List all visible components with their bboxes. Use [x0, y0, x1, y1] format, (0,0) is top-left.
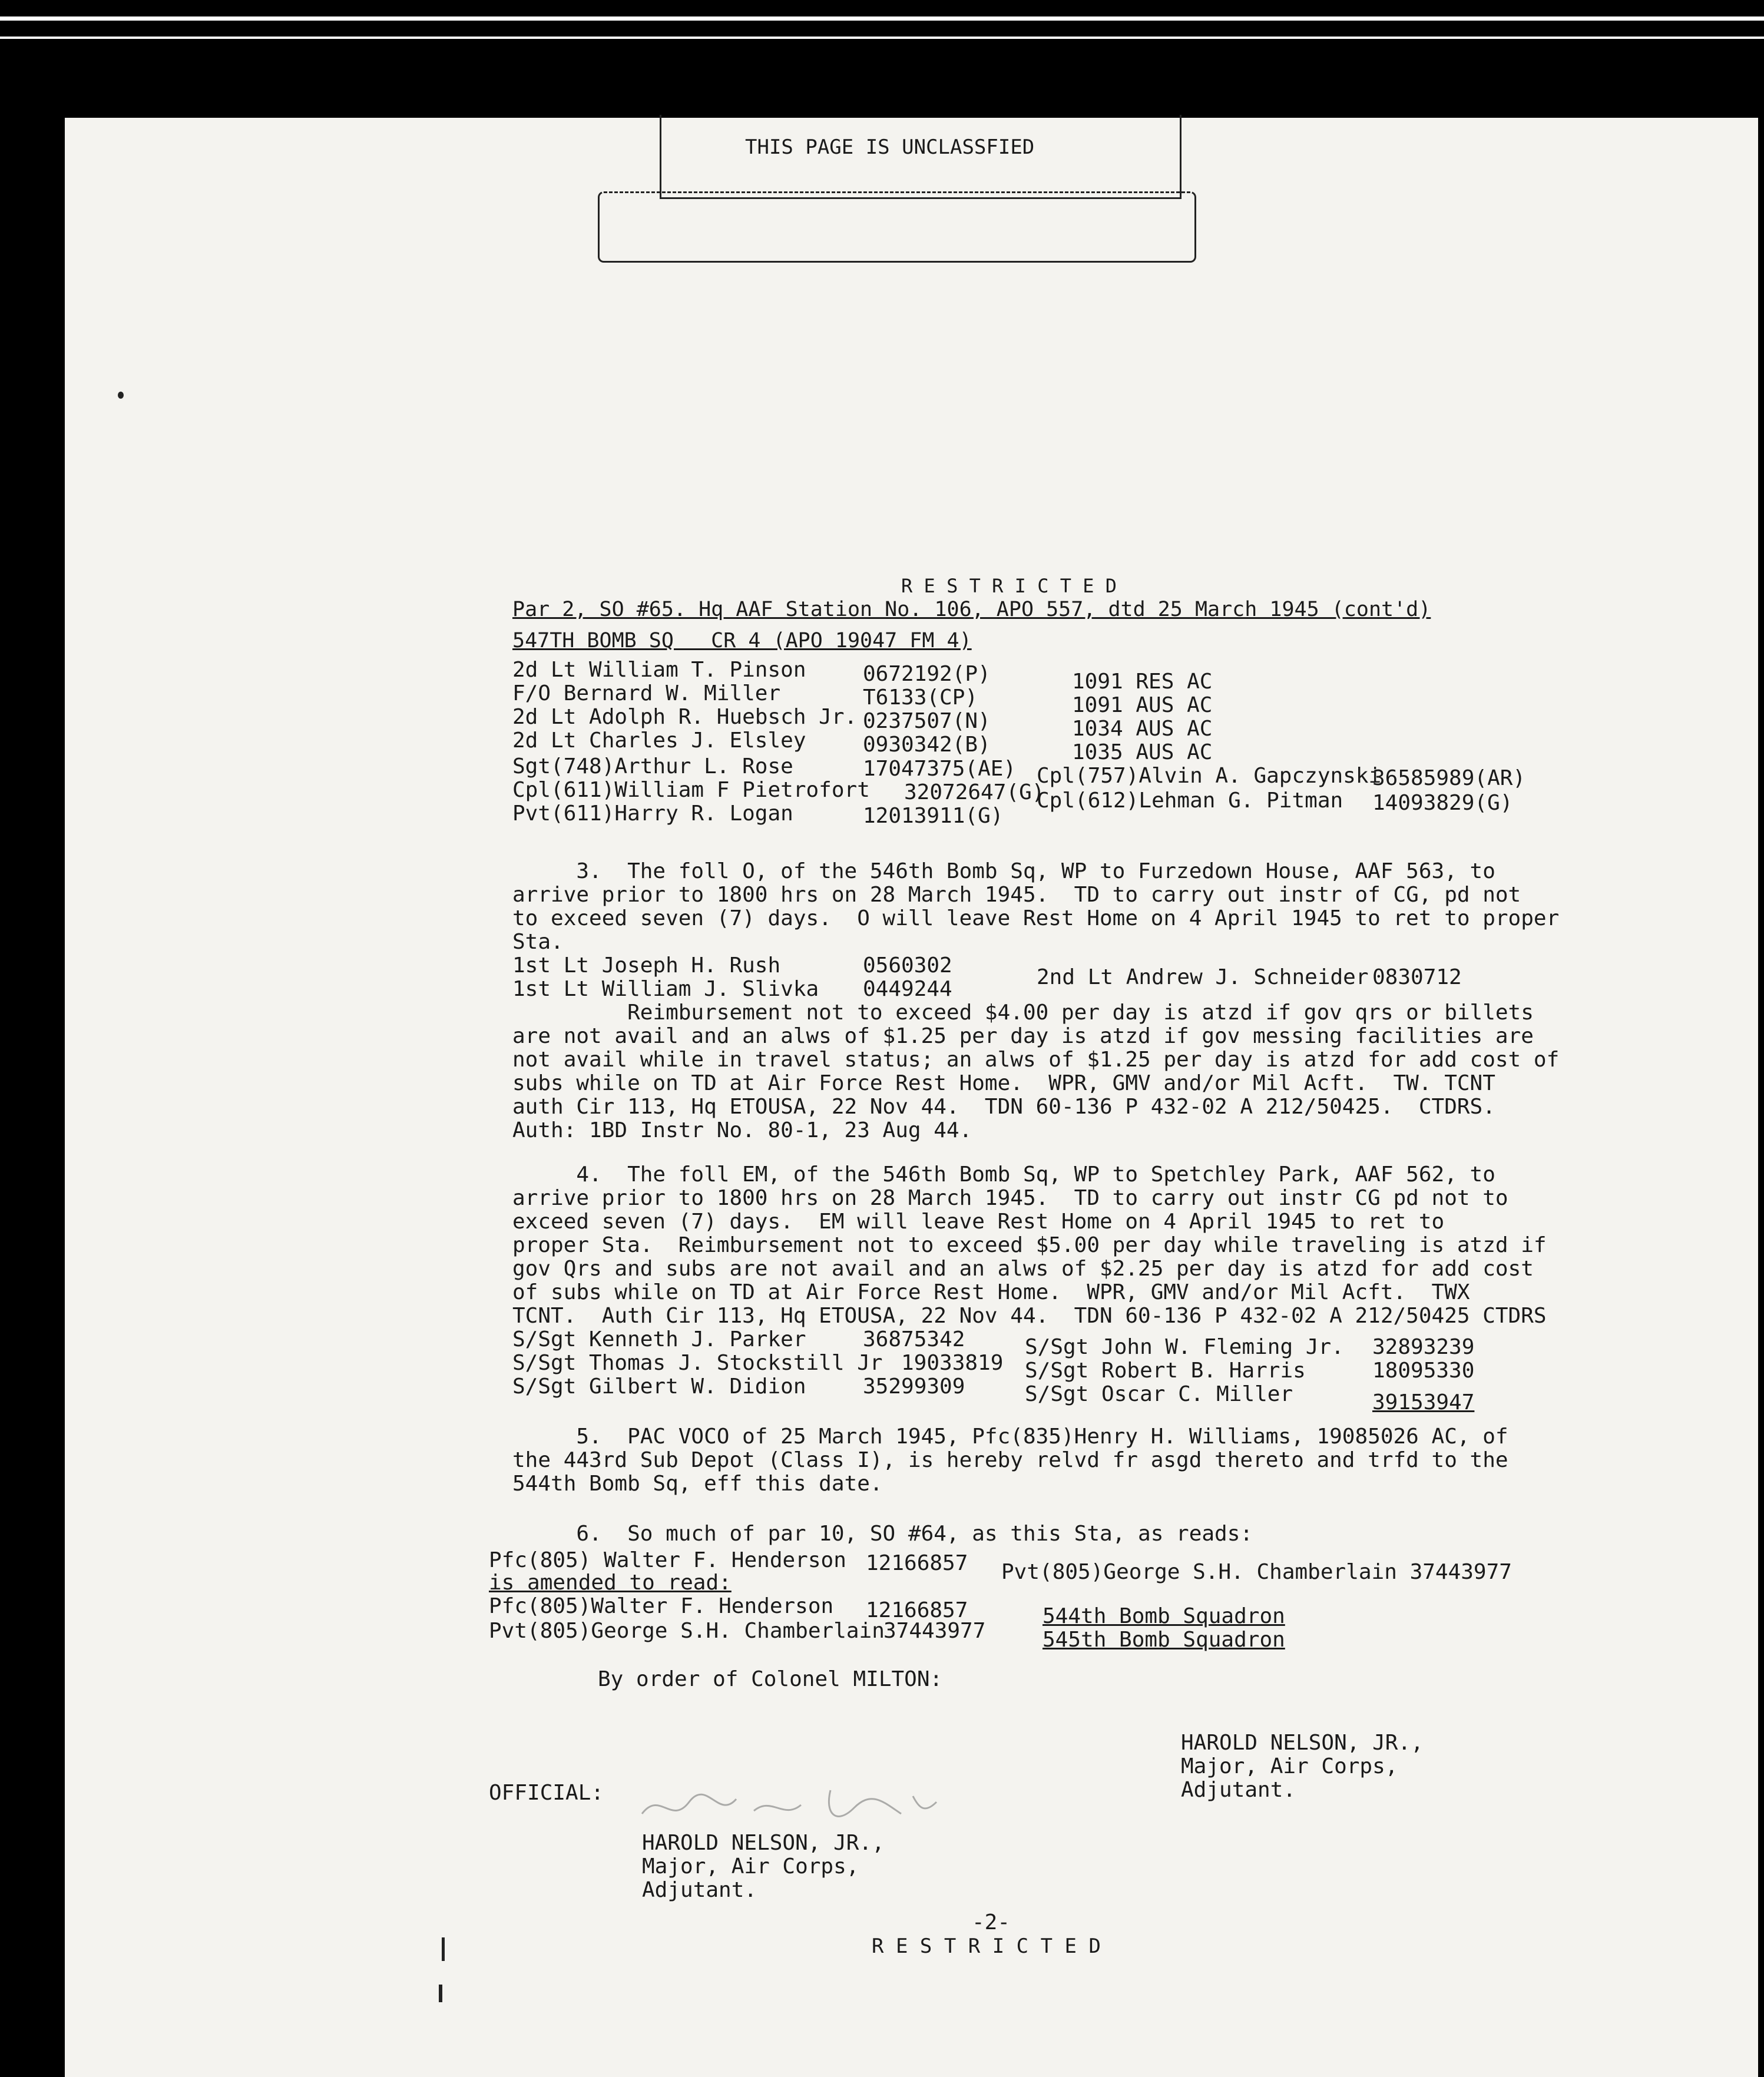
- person-name: 1st Lt William J. Slivka: [512, 977, 819, 1001]
- signer-rank: Major, Air Corps,: [642, 1854, 859, 1879]
- officer-code: 1091 RES AC: [1072, 670, 1213, 694]
- person-name: S/Sgt Kenneth J. Parker: [512, 1327, 806, 1351]
- officer-name: 2d Lt Adolph R. Huebsch Jr.: [512, 705, 858, 729]
- paragraph-line: not avail while in travel status; an alws of $1.25 per day is atzd for add cost of: [512, 1048, 1560, 1072]
- paragraph-line: Auth: 1BD Instr No. 80-1, 23 Aug 44.: [512, 1118, 972, 1142]
- restricted-bottom: R E S T R I C T E D: [872, 1934, 1101, 1958]
- paragraph-line: are not avail and an alws of $1.25 per day is atzd if gov messing facilities are: [512, 1024, 1534, 1048]
- unclassified-stamp-lower-box: [598, 191, 1196, 263]
- person-serial: 37443977: [883, 1619, 986, 1643]
- enlisted-name: Cpl(757)Alvin A. Gapczynski: [1037, 764, 1382, 788]
- person-name: S/Sgt Thomas J. Stockstill Jr: [512, 1351, 883, 1375]
- officer-name: F/O Bernard W. Miller: [512, 681, 781, 705]
- person-serial: 32893239: [1372, 1335, 1475, 1359]
- person-serial: 35299309: [863, 1374, 965, 1399]
- enlisted-serial: 17047375(AE): [863, 757, 1017, 781]
- person-serial: 0830712: [1372, 965, 1462, 989]
- officer-name: 2d Lt Charles J. Elsley: [512, 728, 806, 753]
- person-serial: 39153947: [1372, 1390, 1475, 1415]
- person-name: S/Sgt Oscar C. Miller: [1025, 1382, 1293, 1406]
- enlisted-name: Cpl(612)Lehman G. Pitman: [1037, 789, 1343, 813]
- paragraph-line: 4. The foll EM, of the 546th Bomb Sq, WP to Spetchley Park, AAF 562, to: [512, 1162, 1495, 1187]
- signer-title: Adjutant.: [1181, 1778, 1296, 1802]
- official-label: OFFICIAL:: [489, 1781, 604, 1805]
- enlisted-name: Sgt(748)Arthur L. Rose: [512, 754, 793, 779]
- person-serial: 12166857: [866, 1598, 968, 1622]
- person-name: Pvt(805)George S.H. Chamberlain: [489, 1619, 885, 1643]
- person-name: 2nd Lt Andrew J. Schneider: [1037, 965, 1369, 989]
- person-serial: 18095330: [1372, 1359, 1475, 1383]
- paragraph-line: arrive prior to 1800 hrs on 28 March 1945. TD to carry out instr of CG, pd not: [512, 883, 1521, 907]
- person-serial: 0449244: [863, 977, 952, 1001]
- by-order-line: By order of Colonel MILTON:: [598, 1667, 943, 1691]
- officer-name: 2d Lt William T. Pinson: [512, 658, 806, 682]
- officer-code: 1035 AUS AC: [1072, 740, 1213, 764]
- officer-serial: T6133(CP): [863, 685, 978, 710]
- paragraph-line: arrive prior to 1800 hrs on 28 March 1945. TD to carry out instr CG pd not to: [512, 1186, 1508, 1210]
- person-name: Pfc(805) Walter F. Henderson: [489, 1548, 846, 1572]
- officer-code: 1091 AUS AC: [1072, 693, 1213, 717]
- squadron-assignment: 544th Bomb Squadron: [1042, 1604, 1285, 1628]
- paragraph-line: Sta.: [512, 930, 564, 954]
- paragraph-line: 544th Bomb Sq, eff this date.: [512, 1472, 883, 1496]
- paragraph-line: auth Cir 113, Hq ETOUSA, 22 Nov 44. TDN 60-136 P 432-02 A 212/50425. CTDRS.: [512, 1095, 1495, 1119]
- enlisted-serial: 14093829(G): [1372, 791, 1513, 815]
- paragraph-line: gov Qrs and subs are not avail and an alws of $2.25 per day is atzd for add cost: [512, 1257, 1534, 1281]
- enlisted-name: Cpl(611)William F Pietrofort: [512, 778, 870, 802]
- paragraph-line: 3. The foll O, of the 546th Bomb Sq, WP to Furzedown House, AAF 563, to: [512, 859, 1495, 883]
- enlisted-serial: 36585989(AR): [1372, 766, 1526, 790]
- scan-speck: [442, 1937, 445, 1961]
- paragraph-line: the 443rd Sub Depot (Class I), is hereby relvd fr asgd thereto and trfd to the: [512, 1448, 1508, 1472]
- unit-heading: 547TH BOMB SQ CR 4 (APO 19047 FM 4): [512, 629, 972, 652]
- person-serial: 19033819: [901, 1351, 1004, 1375]
- squadron-assignment: 545th Bomb Squadron: [1042, 1628, 1285, 1652]
- person-name: S/Sgt Gilbert W. Didion: [512, 1374, 806, 1399]
- person-serial: 36875342: [863, 1327, 965, 1351]
- paragraph-line: TCNT. Auth Cir 113, Hq ETOUSA, 22 Nov 44. TDN 60-136 P 432-02 A 212/50425 CTDRS: [512, 1304, 1547, 1328]
- person-serial: 0560302: [863, 953, 952, 978]
- paragraph-line: subs while on TD at Air Force Rest Home. WPR, GMV and/or Mil Acft. TW. TCNT: [512, 1071, 1495, 1095]
- page-number: -2-: [972, 1910, 1011, 1934]
- enlisted-serial: 32072647(G): [904, 780, 1045, 804]
- signer-title: Adjutant.: [642, 1878, 757, 1902]
- signer-rank: Major, Air Corps,: [1181, 1754, 1398, 1778]
- paragraph-line: to exceed seven (7) days. O will leave Rest Home on 4 April 1945 to ret to proper: [512, 906, 1560, 930]
- enlisted-name: Pvt(611)Harry R. Logan: [512, 801, 793, 826]
- person-name: 1st Lt Joseph H. Rush: [512, 953, 781, 978]
- paragraph-line: exceed seven (7) days. EM will leave Rest Home on 4 April 1945 to ret to: [512, 1210, 1445, 1234]
- scan-speck: [439, 1985, 442, 2002]
- paragraph-line: Reimbursement not to exceed $4.00 per day is atzd if gov qrs or billets: [512, 1001, 1534, 1025]
- paragraph-line: 5. PAC VOCO of 25 March 1945, Pfc(835)Henry H. Williams, 19085026 AC, of: [512, 1425, 1508, 1449]
- handwritten-signature: [636, 1778, 942, 1831]
- signer-name: HAROLD NELSON, JR.,: [642, 1831, 885, 1855]
- officer-code: 1034 AUS AC: [1072, 717, 1213, 741]
- signer-name: HAROLD NELSON, JR.,: [1181, 1731, 1424, 1755]
- person-name: Pfc(805)Walter F. Henderson: [489, 1594, 834, 1618]
- person-entry: Pvt(805)George S.H. Chamberlain 37443977: [1001, 1560, 1512, 1584]
- scan-speck: [118, 392, 124, 399]
- person-name: S/Sgt Robert B. Harris: [1025, 1359, 1306, 1383]
- officer-serial: 0672192(P): [863, 662, 991, 686]
- scan-rule: [0, 37, 1764, 39]
- enlisted-serial: 12013911(G): [863, 804, 1004, 828]
- officer-serial: 0930342(B): [863, 733, 991, 757]
- paragraph-line: proper Sta. Reimbursement not to exceed $5.00 per day while traveling is atzd if: [512, 1233, 1547, 1257]
- paragraph-line: 6. So much of par 10, SO #64, as this Sta, as reads:: [512, 1522, 1253, 1546]
- paragraph-line: of subs while on TD at Air Force Rest Home. WPR, GMV and/or Mil Acft. TWX: [512, 1280, 1470, 1304]
- scan-rule: [0, 16, 1764, 21]
- amended-label: is amended to read:: [489, 1571, 732, 1595]
- scan-border-top: [0, 0, 1764, 118]
- person-serial: 12166857: [866, 1551, 968, 1575]
- unclassified-stamp-text: THIS PAGE IS UNCLASSFIED: [745, 135, 1035, 159]
- restricted-top: R E S T R I C T E D: [901, 575, 1117, 597]
- document-heading: Par 2, SO #65. Hq AAF Station No. 106, APO 557, dtd 25 March 1945 (cont'd): [512, 598, 1431, 621]
- person-name: S/Sgt John W. Fleming Jr.: [1025, 1335, 1344, 1359]
- officer-serial: 0237507(N): [863, 709, 991, 733]
